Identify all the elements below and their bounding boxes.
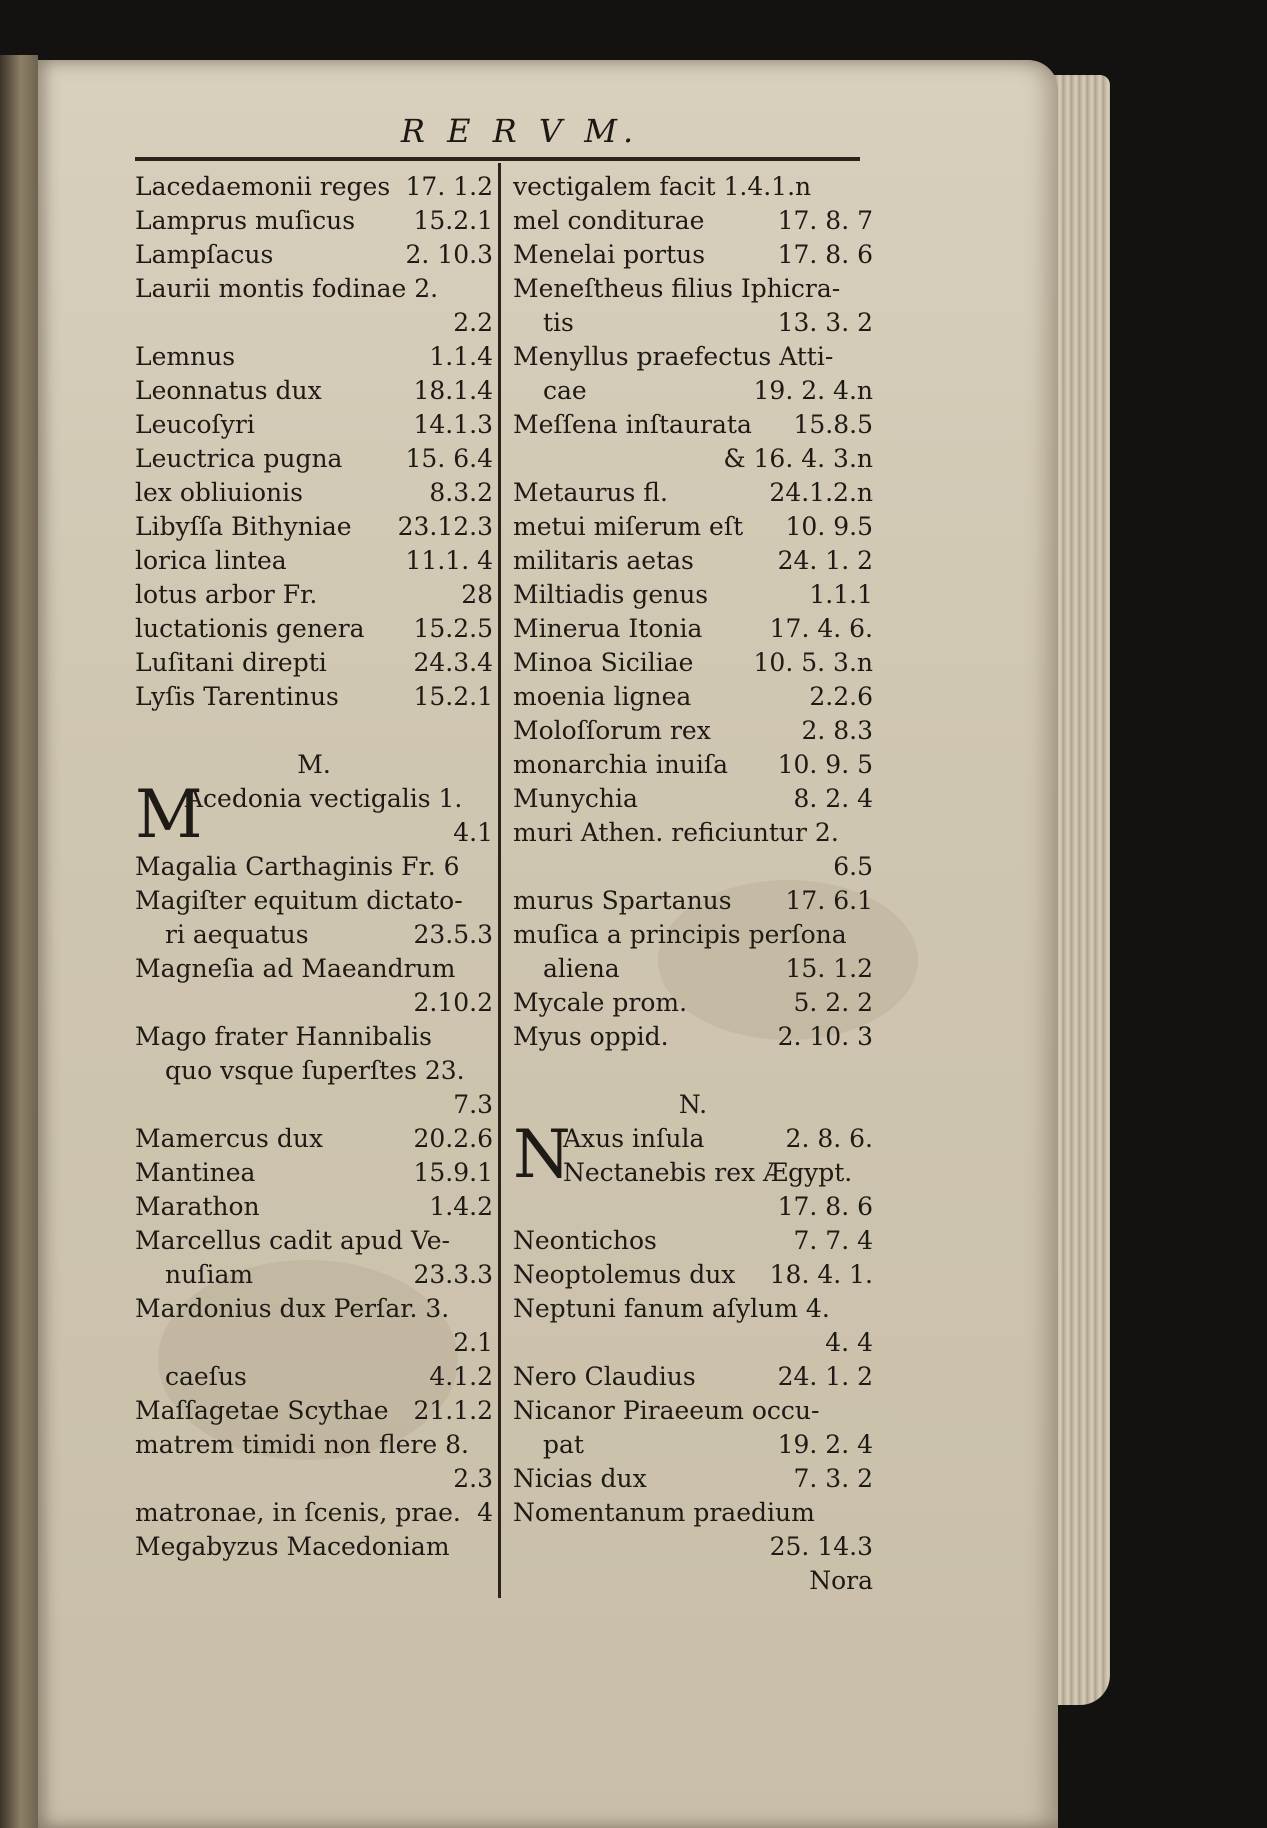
section-letter-heading: N.: [678, 1090, 708, 1119]
entry-reference: 15.2.1: [413, 682, 493, 711]
entry-reference: 23.3.3: [413, 1260, 493, 1289]
index-entry: [513, 850, 873, 884]
index-entry: [513, 1564, 873, 1598]
entry-term: Mago frater Hannibalis: [135, 1022, 432, 1051]
drop-capital: M: [135, 776, 203, 853]
index-entry: [513, 1462, 873, 1496]
entry-term: Nectanebis rex Ægypt.: [563, 1158, 853, 1187]
entry-term: Neptuni fanum aſylum 4.: [513, 1294, 830, 1323]
entry-reference: 14.1.3: [413, 410, 493, 439]
entry-term: moenia lignea: [513, 682, 692, 711]
index-entry: [513, 1360, 873, 1394]
entry-term: quo vsque ſuperſtes 23.: [165, 1056, 465, 1085]
entry-reference: 17. 8. 6: [777, 1192, 873, 1221]
entry-term: Luſitani direpti: [135, 648, 327, 677]
entry-reference: 4. 4: [825, 1328, 873, 1357]
entry-term: Leuctrica pugna: [135, 444, 343, 473]
index-entry: [513, 714, 873, 748]
entry-reference: 4.1.2: [429, 1362, 493, 1391]
index-entry: [513, 476, 873, 510]
entry-reference: 6.5: [833, 852, 873, 881]
index-entry: [513, 1258, 873, 1292]
index-entry: [135, 1428, 493, 1462]
entry-term: Metaurus fl.: [513, 478, 668, 507]
entry-reference: 2.2.6: [809, 682, 873, 711]
entry-term: Libyſſa Bithyniae: [135, 512, 352, 541]
index-entry: [513, 816, 873, 850]
entry-reference: 2. 10. 3: [777, 1022, 873, 1051]
entry-term: Axus inſula: [563, 1124, 705, 1153]
index-entry: [513, 1190, 873, 1224]
index-entry: [135, 850, 493, 884]
entry-term: Myus oppid.: [513, 1022, 669, 1051]
entry-reference: 2.10.2: [413, 988, 493, 1017]
entry-reference: 2. 8.3: [801, 716, 873, 745]
header-rule: [135, 157, 860, 161]
entry-reference: 7. 3. 2: [793, 1464, 873, 1493]
entry-term: Lamprus muſicus: [135, 206, 356, 235]
right-index-column: [513, 170, 873, 1598]
index-entry: [513, 680, 873, 714]
entry-term: Magneſia ad Maeandrum: [135, 954, 456, 983]
entry-reference: 28: [461, 580, 493, 609]
entry-reference: 21.1.2: [413, 1396, 493, 1425]
index-entry: [513, 1292, 873, 1326]
entry-reference: 4: [477, 1498, 493, 1527]
running-header: R E R V M.: [400, 112, 640, 150]
entry-term: Moloſſorum rex: [513, 716, 711, 745]
index-entry: [135, 1292, 493, 1326]
entry-reference: 15.2.1: [413, 206, 493, 235]
entry-term: Minoa Siciliae: [513, 648, 694, 677]
index-entry: [135, 510, 493, 544]
index-entry: [513, 1326, 873, 1360]
entry-term: luctationis genera: [135, 614, 365, 643]
entry-reference: 15.2.5: [413, 614, 493, 643]
entry-reference: 7. 7. 4: [793, 1226, 873, 1255]
entry-reference: Nora: [809, 1566, 873, 1595]
entry-reference: 15.9.1: [413, 1158, 493, 1187]
entry-reference: 8.3.2: [429, 478, 493, 507]
entry-reference: 19. 2. 4.n: [753, 376, 873, 405]
entry-reference: 18.1.4: [413, 376, 493, 405]
entry-reference: 24.1.2.n: [769, 478, 873, 507]
entry-term: matrem timidi non flere 8.: [135, 1430, 469, 1459]
entry-reference: 23.5.3: [413, 920, 493, 949]
index-entry: [513, 374, 873, 408]
entry-reference: 15.8.5: [793, 410, 873, 439]
index-entry: [135, 1224, 493, 1258]
index-entry: [513, 578, 873, 612]
entry-term: murus Spartanus: [513, 886, 732, 915]
index-entry: [135, 612, 493, 646]
entry-reference: 17. 8. 7: [777, 206, 873, 235]
entry-reference: 23.12.3: [397, 512, 493, 541]
entry-reference: 7.3: [453, 1090, 493, 1119]
entry-reference: 8. 2. 4: [793, 784, 873, 813]
drop-capital: N: [513, 1116, 571, 1193]
entry-reference: 17. 6.1: [785, 886, 873, 915]
entry-reference: 24. 1. 2: [777, 546, 873, 575]
index-entry: [513, 204, 873, 238]
index-entry: [513, 306, 873, 340]
entry-term: Nomentanum praedium: [513, 1498, 815, 1527]
entry-reference: 25. 14.3: [769, 1532, 873, 1561]
entry-reference: 17. 1.2: [405, 172, 493, 201]
index-entry: [135, 476, 493, 510]
entry-term: Megabyzus Macedoniam: [135, 1532, 450, 1561]
entry-reference: 18. 4. 1.: [769, 1260, 873, 1289]
entry-term: Laurii montis fodinae 2.: [135, 274, 439, 303]
entry-reference: 1.1.1: [809, 580, 873, 609]
index-entry: [513, 1156, 873, 1190]
entry-term: Marathon: [135, 1192, 260, 1221]
index-entry: [513, 1054, 873, 1088]
entry-reference: 2.3: [453, 1464, 493, 1493]
index-entry: [513, 986, 873, 1020]
index-entry: [513, 1020, 873, 1054]
entry-reference: 17. 8. 6: [777, 240, 873, 269]
entry-term: muſica a principis perſona: [513, 920, 847, 949]
index-entry: [135, 1326, 493, 1360]
index-entry: [135, 1190, 493, 1224]
entry-term: Minerua Itonia: [513, 614, 703, 643]
index-entry: [513, 544, 873, 578]
index-entry: [135, 340, 493, 374]
entry-term: ri aequatus: [165, 920, 309, 949]
entry-term: tis: [543, 308, 574, 337]
entry-term: muri Athen. reficiuntur 2.: [513, 818, 839, 847]
entry-term: Mardonius dux Perſar. 3.: [135, 1294, 450, 1323]
entry-term: Leucoſyri: [135, 410, 255, 439]
index-entry: [135, 408, 493, 442]
index-entry: [135, 204, 493, 238]
entry-reference: 11.1. 4: [405, 546, 493, 575]
entry-term: Neoptolemus dux: [513, 1260, 736, 1289]
index-entry: [135, 1258, 493, 1292]
entry-reference: 24. 1. 2: [777, 1362, 873, 1391]
entry-reference: 1.1.4: [429, 342, 493, 371]
index-entry: [135, 816, 493, 850]
entry-term: lotus arbor Fr.: [135, 580, 318, 609]
entry-reference: 2.1: [453, 1328, 493, 1357]
entry-term: matronae, in ſcenis, prae.: [135, 1498, 461, 1527]
entry-reference: 2. 8. 6.: [785, 1124, 873, 1153]
entry-term: militaris aetas: [513, 546, 694, 575]
left-page-edge: [0, 55, 38, 1828]
index-entry: [513, 952, 873, 986]
entry-reference: 10. 9. 5: [777, 750, 873, 779]
entry-term: Neontichos: [513, 1226, 657, 1255]
entry-term: nuſiam: [165, 1260, 254, 1289]
entry-term: mel conditurae: [513, 206, 705, 235]
section-letter-heading: M.: [297, 750, 331, 779]
index-entry: [513, 1496, 873, 1530]
entry-term: caeſus: [165, 1362, 247, 1391]
index-entry: [513, 1530, 873, 1564]
entry-term: Marcellus cadit apud Ve-: [135, 1226, 450, 1255]
index-entry: [513, 748, 873, 782]
index-entry: [135, 272, 493, 306]
index-entry: [513, 782, 873, 816]
entry-reference: 5. 2. 2: [793, 988, 873, 1017]
index-entry: [135, 680, 493, 714]
index-entry: [135, 374, 493, 408]
entry-term: Leonnatus dux: [135, 376, 322, 405]
left-index-column: [135, 170, 493, 1564]
index-entry: [135, 1122, 493, 1156]
entry-term: Miltiadis genus: [513, 580, 709, 609]
entry-reference: & 16. 4. 3.n: [723, 444, 873, 473]
index-entry: [135, 714, 493, 748]
entry-term: Magiſter equitum dictato-: [135, 886, 463, 915]
index-entry: [135, 1054, 493, 1088]
entry-term: metui miſerum eſt: [513, 512, 744, 541]
entry-term: Lemnus: [135, 342, 236, 371]
entry-reference: 10. 5. 3.n: [753, 648, 873, 677]
index-entry: [513, 646, 873, 680]
entry-term: cae: [543, 376, 587, 405]
entry-term: Meneſtheus filius Iphicra-: [513, 274, 841, 303]
index-entry: [135, 1020, 493, 1054]
entry-term: Nicias dux: [513, 1464, 647, 1493]
index-entry: [135, 1394, 493, 1428]
entry-reference: 15. 6.4: [405, 444, 493, 473]
entry-term: Mamercus dux: [135, 1124, 324, 1153]
index-entry: [135, 1156, 493, 1190]
index-entry: [135, 646, 493, 680]
index-entry: [135, 544, 493, 578]
index-entry: [135, 1462, 493, 1496]
entry-term: Mantinea: [135, 1158, 256, 1187]
index-entry: [135, 1496, 493, 1530]
entry-term: Maſſagetae Scythae: [135, 1396, 389, 1425]
entry-reference: 10. 9.5: [785, 512, 873, 541]
entry-reference: 2.2: [453, 308, 493, 337]
index-entry: [135, 952, 493, 986]
entry-reference: 24.3.4: [413, 648, 493, 677]
entry-reference: 20.2.6: [413, 1124, 493, 1153]
entry-term: Acedonia vectigalis 1.: [185, 784, 463, 813]
index-entry: [513, 170, 873, 204]
index-entry: [513, 612, 873, 646]
entry-reference: 17. 4. 6.: [769, 614, 873, 643]
entry-term: lorica lintea: [135, 546, 287, 575]
index-entry: [135, 1530, 493, 1564]
index-entry: [513, 1428, 873, 1462]
index-entry: [135, 884, 493, 918]
index-entry: [513, 884, 873, 918]
index-entry: [513, 510, 873, 544]
index-entry: [513, 1394, 873, 1428]
entry-term: monarchia inuiſa: [513, 750, 729, 779]
entry-term: Lacedaemonii reges: [135, 172, 391, 201]
index-entry: [135, 986, 493, 1020]
index-entry: [513, 442, 873, 476]
entry-reference: 15. 1.2: [785, 954, 873, 983]
index-entry: [135, 306, 493, 340]
index-entry: [135, 170, 493, 204]
index-entry: [135, 578, 493, 612]
index-entry: [135, 1088, 493, 1122]
index-entry: [513, 238, 873, 272]
entry-reference: 13. 3. 2: [777, 308, 873, 337]
entry-term: Nicanor Piraeeum occu-: [513, 1396, 820, 1425]
entry-reference: 2. 10.3: [405, 240, 493, 269]
entry-term: Mycale prom.: [513, 988, 688, 1017]
entry-term: Menelai portus: [513, 240, 706, 269]
entry-reference: 19. 2. 4: [777, 1430, 873, 1459]
entry-term: Menyllus praefectus Atti-: [513, 342, 834, 371]
index-entry: [513, 272, 873, 306]
index-entry: [513, 408, 873, 442]
index-entry: [513, 1224, 873, 1258]
index-entry: [135, 1360, 493, 1394]
index-entry: [135, 918, 493, 952]
entry-term: vectigalem facit 1.4.1.n: [513, 172, 812, 201]
index-entry: [513, 340, 873, 374]
column-divider: [498, 163, 501, 1598]
entry-term: Magalia Carthaginis Fr. 6: [135, 852, 460, 881]
entry-term: Nero Claudius: [513, 1362, 696, 1391]
entry-term: aliena: [543, 954, 620, 983]
entry-term: lex obliuionis: [135, 478, 303, 507]
entry-term: Lyſis Tarentinus: [135, 682, 339, 711]
entry-term: Munychia: [513, 784, 638, 813]
entry-term: pat: [543, 1430, 584, 1459]
entry-reference: 4.1: [453, 818, 493, 847]
entry-term: Meſſena inſtaurata: [513, 410, 752, 439]
index-entry: [135, 442, 493, 476]
entry-term: Lampſacus: [135, 240, 274, 269]
index-entry: [513, 918, 873, 952]
entry-reference: 1.4.2: [429, 1192, 493, 1221]
index-entry: [135, 238, 493, 272]
